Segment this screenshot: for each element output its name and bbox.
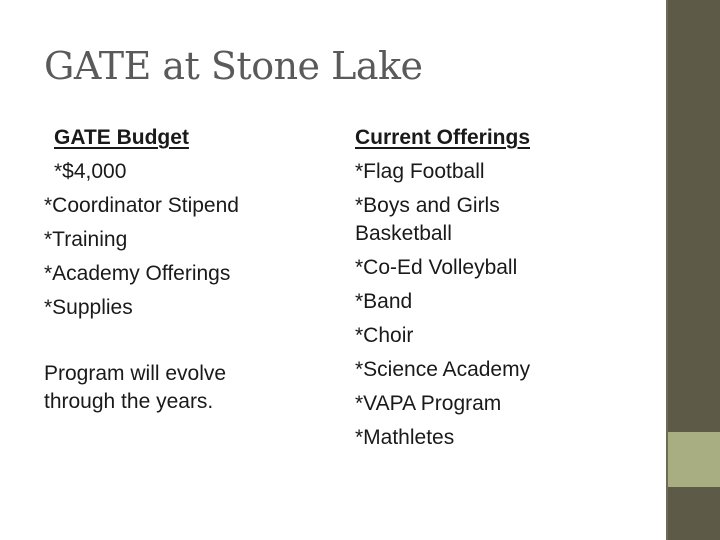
side-accent-block [668, 432, 720, 487]
slide-title: GATE at Stone Lake [44, 44, 423, 88]
offering-item: *Band [355, 290, 413, 313]
offering-item: *Science Academy [355, 358, 531, 381]
offering-item: *Co-Ed Volleyball [355, 256, 518, 279]
offerings-heading: Current Offerings [355, 126, 531, 149]
spacer [44, 325, 334, 360]
budget-column [44, 121, 334, 416]
program-note-line: through the years. [44, 390, 214, 413]
offering-item: *Mathletes [355, 426, 455, 449]
offering-item-continued: Basketball [355, 222, 452, 245]
budget-item: *Training [44, 228, 128, 251]
budget-item: *Supplies [44, 296, 133, 319]
offering-item: *Flag Football [355, 160, 485, 183]
offerings-column [355, 121, 615, 455]
budget-heading: GATE Budget [54, 126, 189, 149]
program-note-line: Program will evolve [44, 362, 227, 385]
offering-item: *Choir [355, 324, 414, 347]
offering-item: *Boys and Girls [355, 194, 500, 217]
offering-item: *VAPA Program [355, 392, 502, 415]
budget-item: *Academy Offerings [44, 262, 231, 285]
budget-item: *$4,000 [54, 160, 127, 183]
budget-item: *Coordinator Stipend [44, 194, 239, 217]
